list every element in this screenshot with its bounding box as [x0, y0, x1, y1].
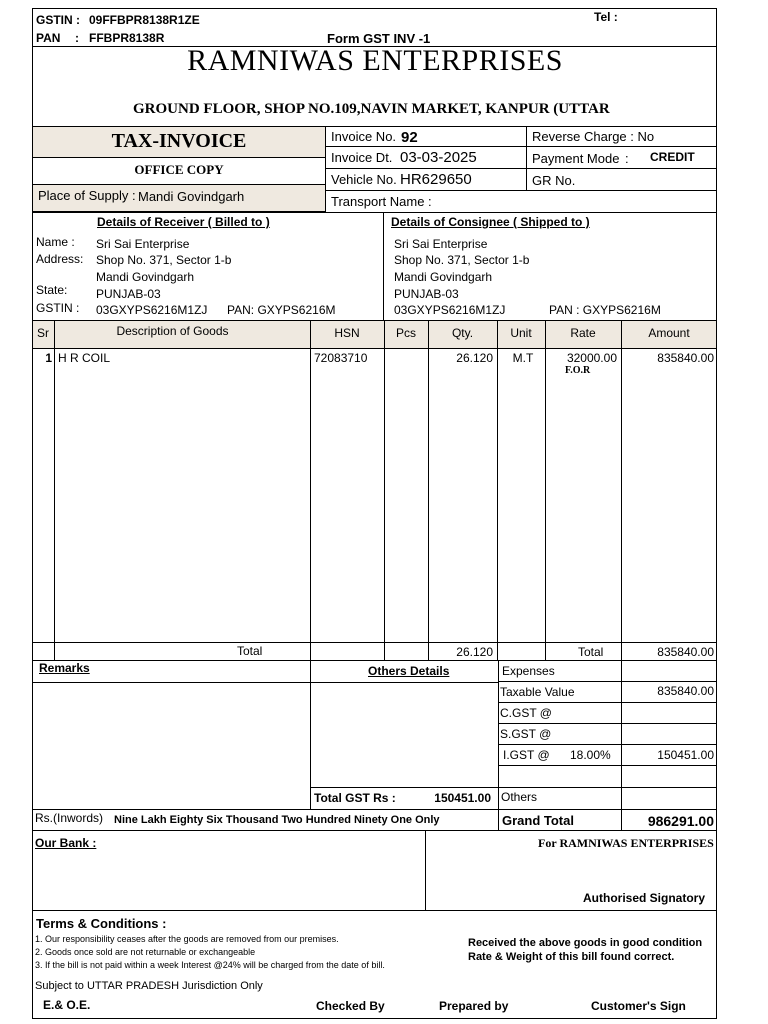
receiver-pan: PAN: GXYPS6216M — [227, 303, 336, 317]
item-hsn: 72083710 — [314, 351, 368, 365]
invoice-no: 92 — [401, 129, 418, 146]
col-header-hsn: HSN — [334, 326, 360, 340]
rule — [33, 157, 325, 158]
place-of-supply: Mandi Govindgarh — [138, 189, 245, 204]
eoe: E.& O.E. — [43, 998, 91, 1012]
reverse-charge: Reverse Charge : No — [532, 129, 655, 144]
gr-no-label: GR No. — [532, 173, 576, 188]
term-1: 1. Our responsibility ceases after the goods are removed from our premises. — [35, 934, 339, 944]
our-bank-label: Our Bank : — [35, 836, 97, 850]
rule — [325, 168, 717, 169]
rule — [310, 660, 311, 809]
expenses-label: Expenses — [502, 664, 555, 678]
received-line-2: Rate & Weight of this bill found correct. — [468, 951, 675, 963]
taxable-value: 835840.00 — [657, 684, 714, 698]
rule — [428, 320, 429, 660]
rule — [384, 320, 385, 660]
rule — [325, 190, 717, 191]
taxable-value-label: Taxable Value — [500, 685, 575, 699]
receiver-address-label: Address: — [36, 252, 84, 266]
consignee-name: Sri Sai Enterprise — [394, 237, 488, 251]
jurisdiction: Subject to UTTAR PRADESH Jurisdiction Only — [35, 980, 263, 992]
rule — [498, 744, 717, 745]
seller-gstin-label: GSTIN : — [36, 13, 80, 27]
col-header-qty: Qty. — [451, 326, 474, 340]
consignee-gstin: 03GXYPS6216M1ZJ — [394, 303, 506, 317]
receiver-gstin-label: GSTIN : — [36, 301, 80, 315]
transport-label: Transport Name : — [331, 194, 432, 209]
item-rate-note: F.O.R — [565, 365, 591, 376]
sgst-label: S.GST @ — [500, 727, 552, 741]
rule — [33, 184, 325, 185]
place-of-supply-label: Place of Supply : — [38, 188, 136, 203]
company-address: GROUND FLOOR, SHOP NO.109,NAVIN MARKET, KANPUR (UTTAR — [133, 101, 610, 117]
term-3: 3. If the bill is not paid within a week Interest @24% will be charged from the date of bill. — [35, 960, 385, 970]
consignee-pan: PAN : GXYPS6216M — [549, 303, 661, 317]
rule — [383, 212, 384, 320]
item-sr: 1 — [45, 351, 52, 365]
receiver-gstin: 03GXYPS6216M1ZJ — [96, 303, 208, 317]
rule — [526, 126, 527, 190]
receiver-name: Sri Sai Enterprise — [96, 237, 190, 251]
rule — [32, 212, 717, 213]
rule — [32, 682, 498, 683]
payment-mode: CREDIT — [650, 150, 695, 164]
term-2: 2. Goods once sold are not returnable or exchangeable — [35, 947, 256, 957]
total-amount: 835840.00 — [657, 645, 714, 659]
rule — [621, 320, 622, 660]
col-header-rate: Rate — [570, 326, 596, 340]
consignee-state: PUNJAB-03 — [394, 287, 459, 301]
item-amount: 835840.00 — [657, 351, 714, 365]
vehicle-no-label: Vehicle No. — [331, 172, 397, 187]
vehicle-no: HR629650 — [400, 171, 472, 188]
company-name: RAMNIWAS ENTERPRISES — [187, 44, 563, 77]
receiver-address-line2: Mandi Govindgarh — [96, 270, 195, 284]
rule — [325, 146, 717, 147]
item-rate: 32000.00 — [566, 351, 617, 365]
total-gst: 150451.00 — [434, 791, 491, 805]
rule — [498, 660, 499, 830]
consignee-address-line1: Shop No. 371, Sector 1-b — [394, 253, 530, 267]
others-details-label: Others Details — [368, 664, 450, 678]
copy-type: OFFICE COPY — [134, 162, 224, 177]
rule — [498, 702, 717, 703]
rule — [32, 660, 717, 661]
checked-by: Checked By — [316, 999, 385, 1013]
igst-label: I.GST @ — [503, 748, 550, 762]
rule — [498, 723, 717, 724]
cgst-label: C.GST @ — [500, 706, 552, 720]
igst-rate: 18.00% — [570, 748, 611, 762]
customer-sign: Customer's Sign — [591, 999, 686, 1013]
rule — [310, 787, 498, 788]
payment-mode-label: Payment Mode — [532, 151, 620, 166]
rule — [498, 765, 717, 766]
total-label: Total — [237, 644, 263, 658]
receiver-state-label: State: — [36, 283, 68, 297]
rule — [498, 681, 717, 682]
item-unit: M.T — [512, 351, 534, 365]
rule — [32, 320, 717, 321]
received-line-1: Received the above goods in good condition — [468, 937, 703, 949]
seller-pan: FFBPR8138R — [89, 31, 165, 45]
consignee-heading: Details of Consignee ( Shipped to ) — [391, 215, 590, 229]
receiver-state: PUNJAB-03 — [96, 287, 161, 301]
item-description: H R COIL — [58, 351, 111, 365]
receiver-address-line1: Shop No. 371, Sector 1-b — [96, 253, 232, 267]
invoice-date: 03-03-2025 — [400, 149, 477, 166]
prepared-by: Prepared by — [439, 999, 509, 1013]
seller-pan-sep: : — [75, 31, 79, 45]
rule — [32, 642, 717, 643]
for-company: For RAMNIWAS ENTERPRISES — [538, 836, 714, 850]
rule — [32, 126, 717, 127]
col-header-pcs: Pcs — [395, 326, 416, 340]
remarks-label: Remarks — [39, 661, 90, 675]
rule — [32, 830, 717, 831]
seller-tel-label: Tel : — [594, 10, 618, 24]
others-label: Others — [501, 790, 538, 804]
rule — [32, 809, 717, 810]
authorised-signatory: Authorised Signatory — [583, 891, 706, 905]
rule — [32, 348, 717, 349]
invoice-date-label: Invoice Dt. — [331, 150, 393, 165]
terms-heading: Terms & Conditions : — [36, 916, 167, 931]
grand-total-label: Grand Total — [502, 813, 574, 828]
inwords: Nine Lakh Eighty Six Thousand Two Hundred Ninety One Only — [114, 814, 440, 826]
col-header-amount: Amount — [648, 326, 690, 340]
invoice-no-label: Invoice No. — [331, 129, 397, 144]
receiver-heading: Details of Receiver ( Billed to ) — [97, 215, 270, 229]
rule — [54, 320, 55, 660]
seller-gstin: 09FFBPR8138R1ZE — [89, 13, 200, 27]
rule — [32, 910, 717, 911]
col-header-unit: Unit — [510, 326, 532, 340]
rule — [310, 320, 311, 660]
rule — [545, 320, 546, 660]
payment-mode-sep: : — [625, 151, 629, 166]
rule — [425, 830, 426, 910]
inwords-label: Rs.(Inwords) — [35, 811, 104, 825]
form-name: Form GST INV -1 — [327, 31, 431, 46]
grand-total: 986291.00 — [647, 813, 714, 829]
total-qty: 26.120 — [456, 645, 493, 659]
item-qty: 26.120 — [456, 351, 493, 365]
seller-pan-label: PAN — [36, 31, 61, 45]
col-header-description: Description of Goods — [116, 324, 229, 338]
invoice-title: TAX-INVOICE — [111, 130, 247, 152]
rule — [325, 126, 326, 212]
rule — [498, 787, 717, 788]
rule — [497, 320, 498, 660]
igst-amount: 150451.00 — [657, 748, 714, 762]
consignee-address-line2: Mandi Govindgarh — [394, 270, 493, 284]
col-header-sr: Sr — [37, 326, 49, 340]
receiver-name-label: Name : — [36, 235, 75, 249]
total-gst-label: Total GST Rs : — [314, 791, 396, 805]
total-label-2: Total — [578, 645, 604, 659]
